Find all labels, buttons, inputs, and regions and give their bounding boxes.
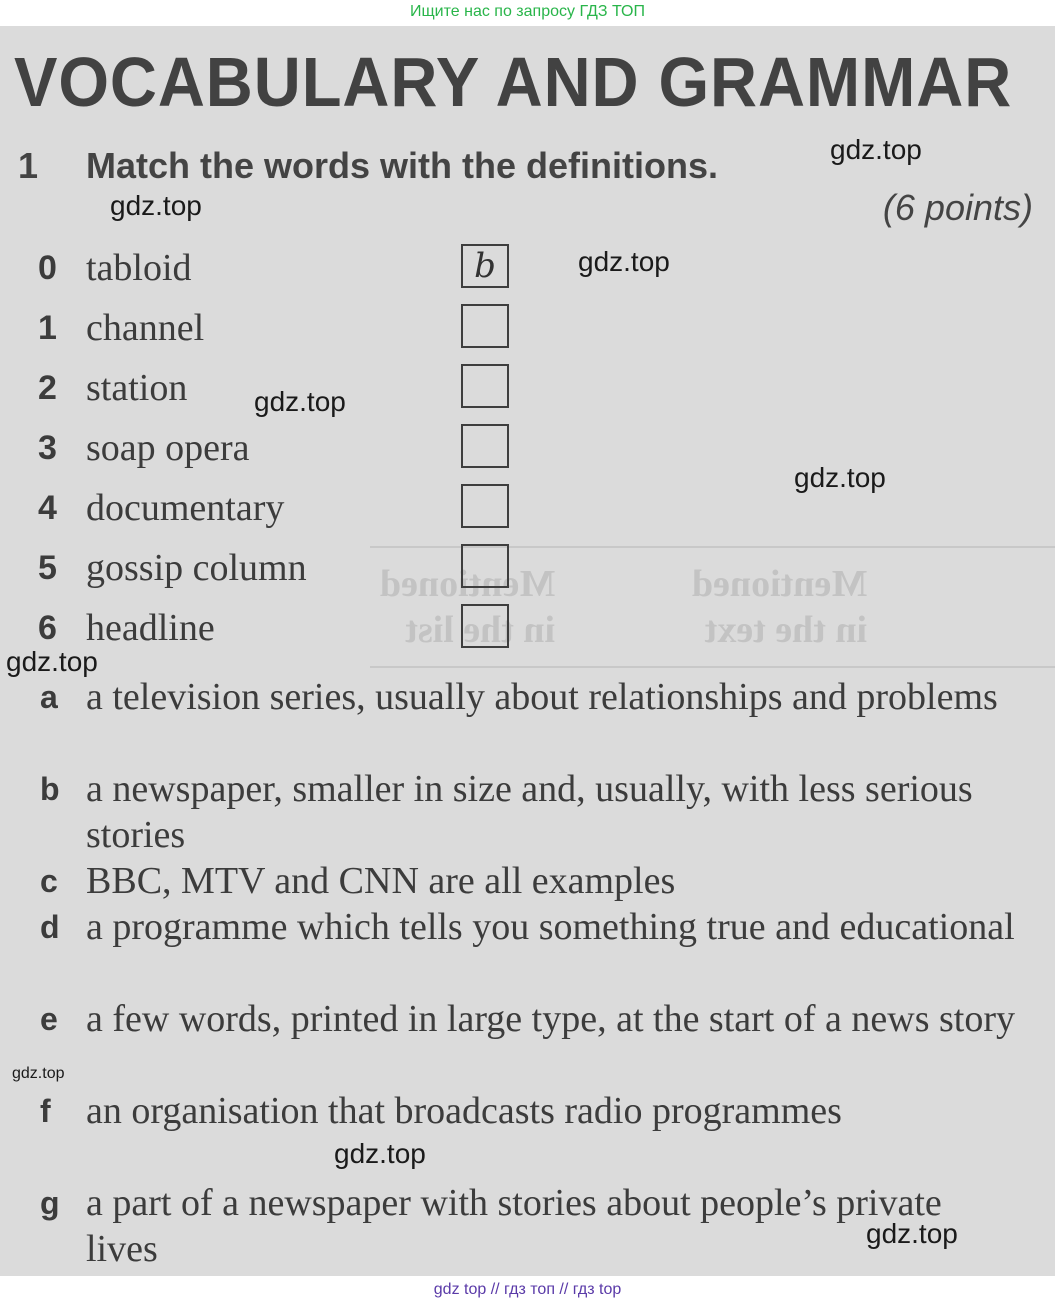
watermark: gdz.top: [110, 190, 202, 221]
bleed-through-line: in the list: [405, 609, 556, 651]
definition-text: a part of a newspaper with stories about people’s private lives: [86, 1182, 942, 1270]
watermark: gdz.top: [254, 386, 346, 417]
bleed-through-line: Mentioned: [692, 563, 868, 605]
definition-text: an organisation that broadcasts radio programmes: [86, 1090, 842, 1132]
word-row: [0, 418, 560, 478]
bleed-through-line: in the text: [704, 609, 868, 651]
answer-box[interactable]: [461, 424, 509, 468]
word-text: gossip column: [86, 547, 307, 589]
word-number: 2: [38, 369, 57, 407]
definition-text: a few words, printed in large type, at the start of a news story: [86, 998, 1015, 1040]
bottom-banner[interactable]: gdz top // гдз топ // гдз top: [0, 1276, 1055, 1304]
answer-box[interactable]: [461, 544, 509, 588]
word-text: station: [86, 367, 188, 409]
definition-letter: f: [40, 1093, 51, 1129]
bleed-through-rule: [370, 666, 1055, 668]
textbook-page: [0, 26, 1055, 1276]
watermark: gdz.top: [334, 1138, 426, 1169]
bleed-through-text-column-1: [692, 561, 867, 653]
definition-letter: a: [40, 679, 58, 715]
watermark: gdz.top: [6, 646, 98, 677]
word-number: 3: [38, 429, 57, 467]
definition-text: a programme which tells you something true and educational: [86, 906, 1015, 948]
answer-box[interactable]: [461, 304, 509, 348]
definition-letter: d: [40, 909, 60, 945]
word-number: 1: [38, 309, 57, 347]
definition-letter: g: [40, 1185, 60, 1221]
watermark: gdz.top: [12, 1065, 65, 1082]
definition-text: a television series, usually about relationships and problems: [86, 676, 998, 718]
word-text: channel: [86, 307, 205, 349]
bleed-through-line: Mentioned: [380, 563, 556, 605]
word-number: 6: [38, 609, 57, 647]
watermark: gdz.top: [830, 134, 922, 165]
definition-text: BBC, MTV and CNN are all examples: [86, 860, 676, 902]
watermark: gdz.top: [578, 246, 670, 277]
exercise-points: (6 points): [882, 187, 1033, 228]
answer-box[interactable]: b: [461, 244, 509, 288]
definition-letter: c: [40, 863, 58, 899]
section-title: VOCABULARY AND GRAMMAR: [14, 43, 1013, 121]
answer-box[interactable]: [461, 484, 509, 528]
word-text: documentary: [86, 487, 285, 529]
exercise-instruction: Match the words with the definitions.: [86, 145, 719, 186]
answer-box[interactable]: [461, 364, 509, 408]
exercise-number: 1: [18, 145, 39, 186]
top-banner[interactable]: Ищите нас по запросу ГДЗ ТОП: [0, 0, 1055, 24]
word-row: [0, 238, 560, 298]
definition-letter: b: [40, 771, 60, 807]
word-text: tabloid: [86, 247, 192, 289]
watermark: gdz.top: [866, 1218, 958, 1249]
word-row: [0, 478, 560, 538]
word-text: headline: [86, 607, 215, 649]
word-row: [0, 538, 560, 598]
definition-text: a newspaper, smaller in size and, usually, with less serious stories: [86, 768, 973, 856]
watermark: gdz.top: [794, 462, 886, 493]
word-number: 0: [38, 249, 57, 287]
word-row: [0, 298, 560, 358]
definition-letter: e: [40, 1001, 58, 1037]
word-text: soap opera: [86, 427, 250, 469]
word-number: 4: [38, 489, 57, 527]
answer-box[interactable]: [461, 604, 509, 648]
word-number: 5: [38, 549, 57, 587]
